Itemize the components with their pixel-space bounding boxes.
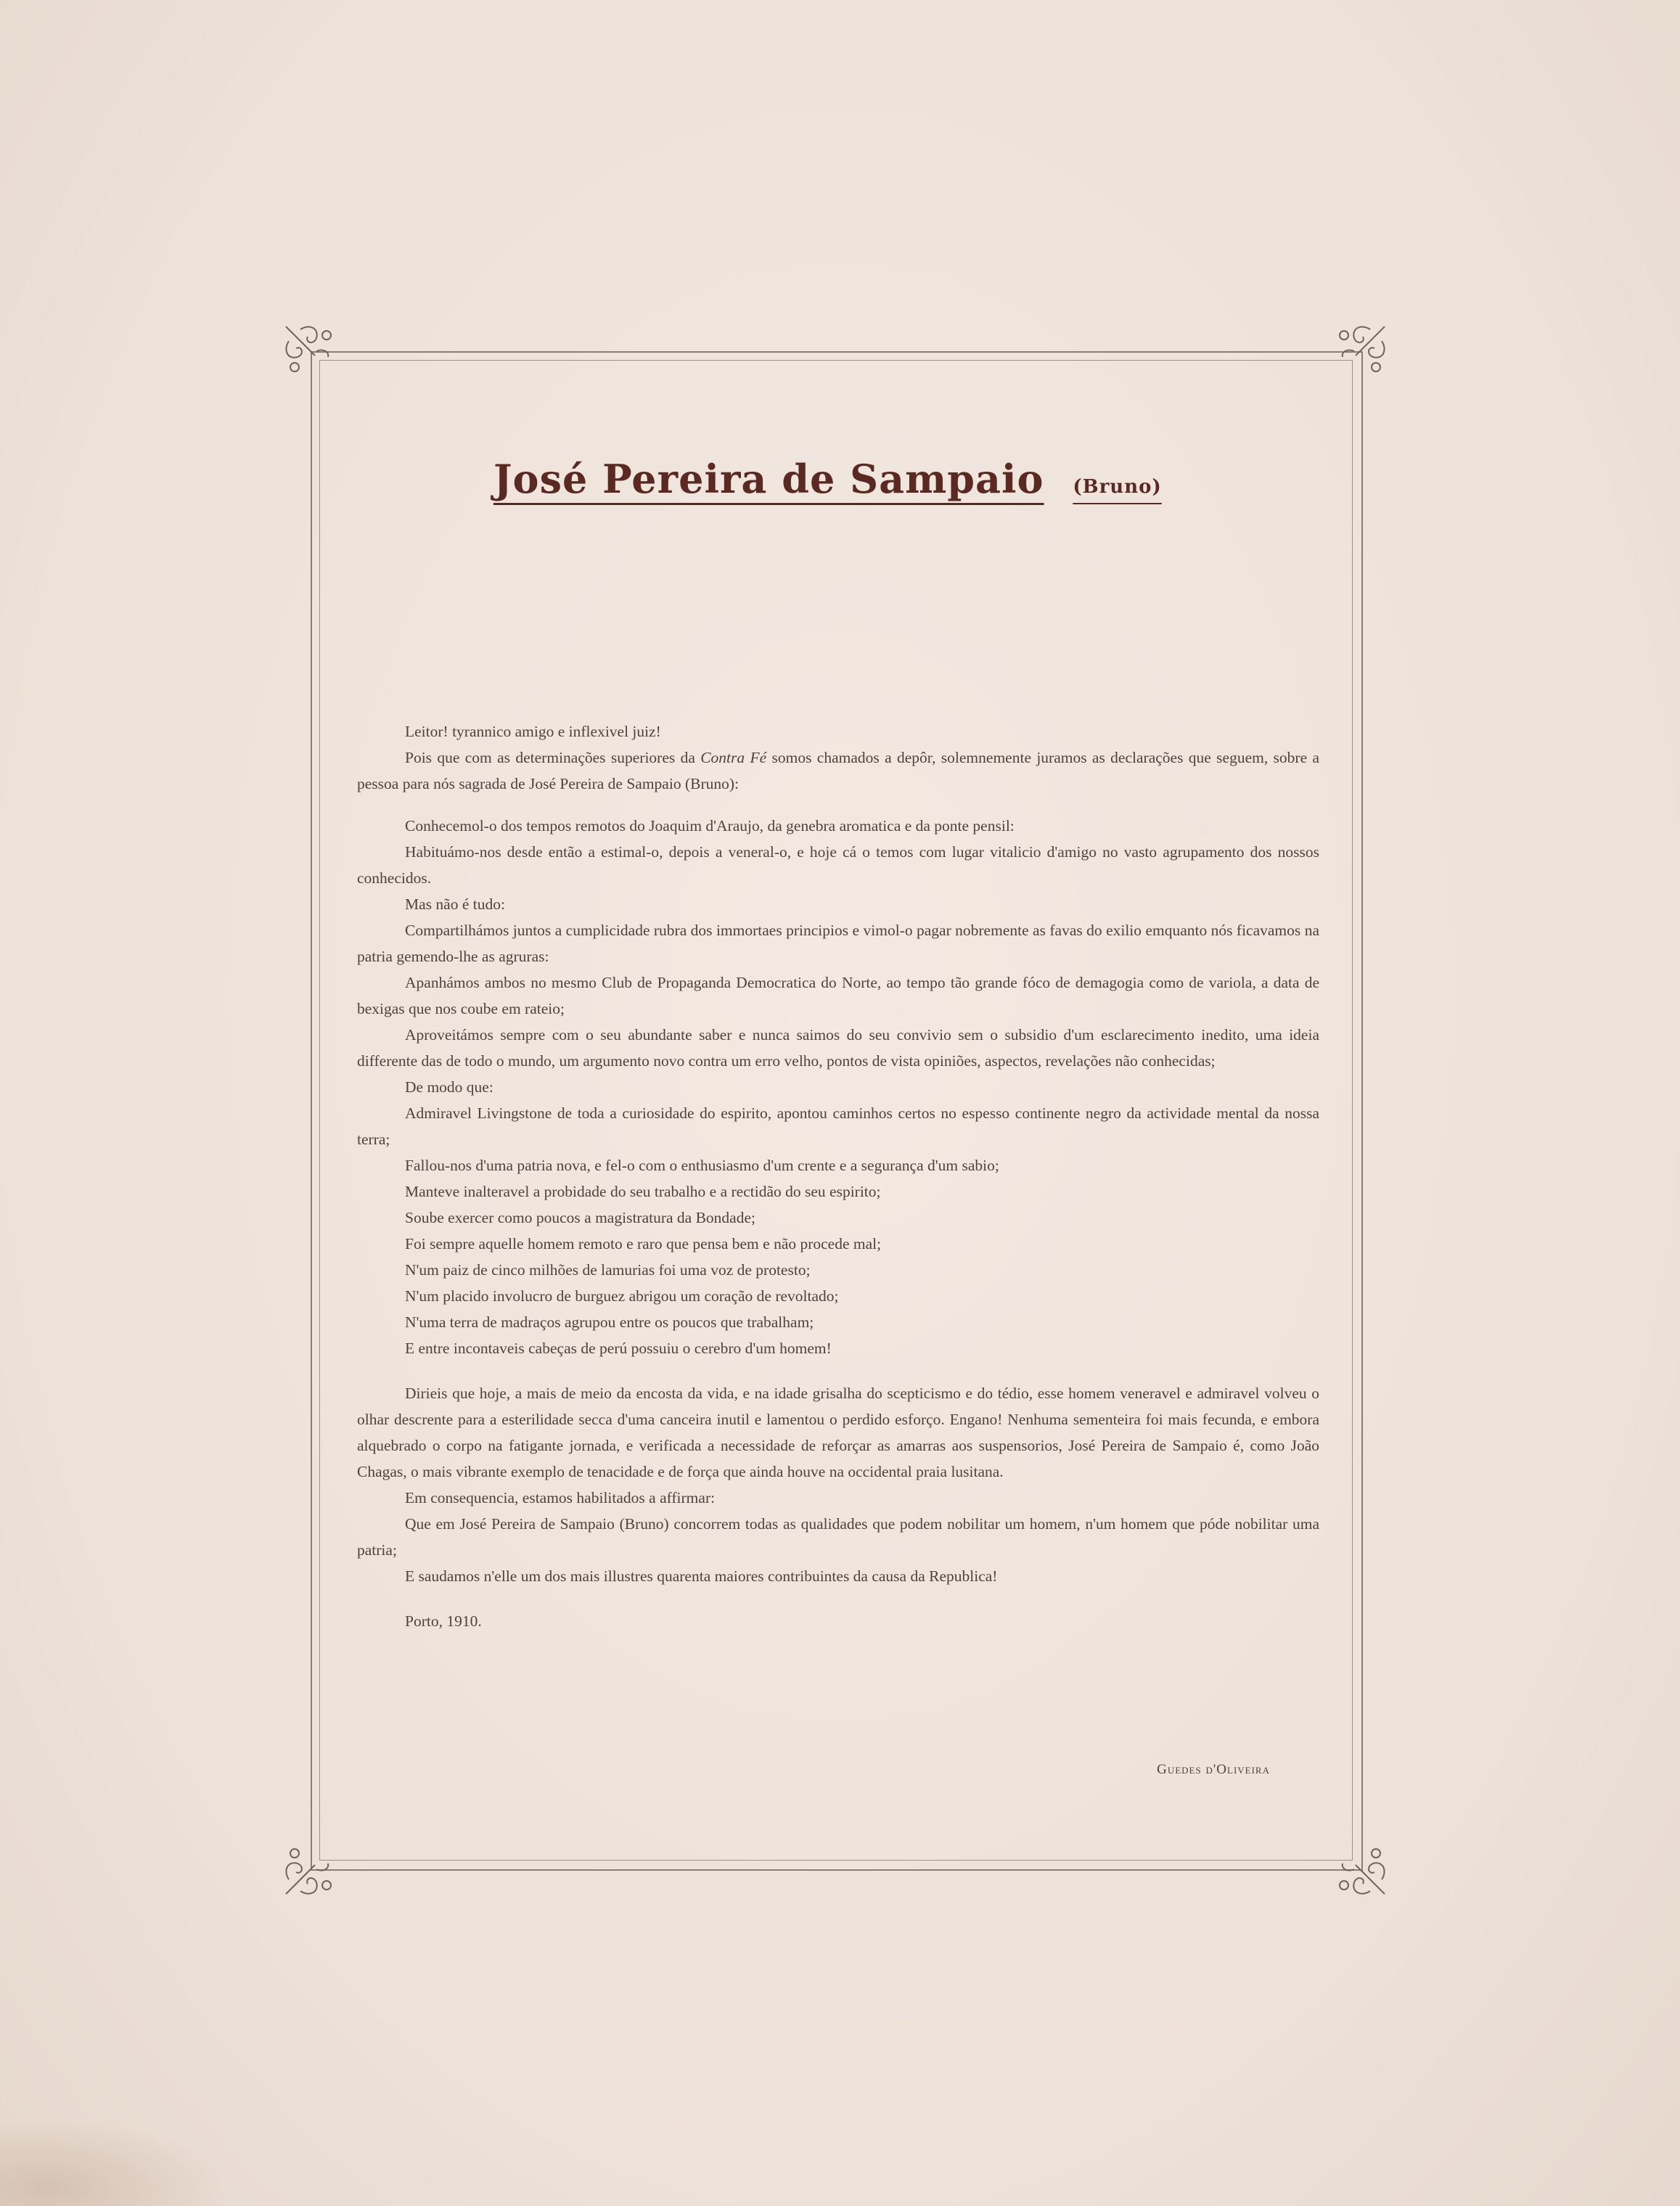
- letter-body: [357, 718, 1319, 1634]
- paragraph: E entre incontaveis cabeças de perú possuiu o cerebro d'um homem!: [405, 1340, 832, 1357]
- paragraph: Habituámo-nos desde então a estimal-o, depois a veneral-o, e hoje cá o temos com lugar vitalicio d'amigo no vasto agrupamento dos nossos conhecidos.: [357, 843, 1319, 887]
- paragraph: Fallou-nos d'uma patria nova, e fel-o com o enthusiasmo d'um crente e a segurança d'um sabio;: [405, 1157, 999, 1174]
- place-date: Porto, 1910.: [405, 1612, 482, 1630]
- paragraph: E saudamos n'elle um dos mais illustres quarenta maiores contribuintes da causa da Republica!: [405, 1567, 998, 1585]
- paragraph: Admiravel Livingstone de toda a curiosidade do espirito, apontou caminhos certos no espesso continente negro da actividade mental da nossa terra;: [357, 1104, 1319, 1148]
- paragraph: [357, 745, 1319, 797]
- author-signature: Guedes d'Oliveira: [1157, 1762, 1270, 1777]
- paragraph: Foi sempre aquelle homem remoto e raro que pensa bem e não procede mal;: [405, 1235, 882, 1252]
- corner-ornament-bottom-right: [1327, 1836, 1392, 1901]
- paragraph-text: somos chamados a depôr, solemnemente juramos as declarações que seguem, sobre a pessoa para nós sagrada de José Pereira de Sampaio (Bruno):: [357, 749, 1319, 792]
- paragraph: De modo que:: [405, 1078, 493, 1096]
- publication-title: Contra Fé: [700, 749, 767, 766]
- paragraph: Aproveitámos sempre com o seu abundante saber e nunca saimos do seu convivio sem o subsidio d'um esclarecimento inedito, uma ideia differente das de todo o mundo, um argumento novo contra um erro velho, pontos de vista opiniões, aspectos, revelações não conhecidas;: [357, 1026, 1319, 1070]
- corner-ornament-top-right: [1327, 319, 1392, 385]
- paragraph: N'uma terra de madraços agrupou entre os poucos que trabalham;: [405, 1313, 814, 1331]
- paragraph-text: Pois que com as determinações superiores da: [405, 749, 701, 766]
- paragraph: N'um placido involucro de burguez abrigou um coração de revoltado;: [405, 1287, 839, 1305]
- paragraph: Dirieis que hoje, a mais de meio da encosta da vida, e na idade grisalha do scepticismo e do tédio, esse homem veneravel e admiravel volveu o olhar descrente para a esterilidade secca d'uma canceira inutil e lamentou o perdido esforço. Engano! Nenhuma sementeira foi mais fecunda, e embora alquebrado o corpo na fatigante jornada, e verificada a necessidade de reforçar as amarras aos suspensorios, José Pereira de Sampaio é, como João Chagas, o mais vibrante exemplo de tenacidade e de força que ainda houve na occidental praia lusitana.: [357, 1385, 1319, 1480]
- paragraph: Em consequencia, estamos habilitados a affirmar:: [405, 1489, 716, 1506]
- paragraph: Compartilhámos juntos a cumplicidade rubra dos immortaes principios e vimol-o pagar nobremente as favas do exilio emquanto nós ficavamos na patria gemendo-lhe as agruras:: [357, 922, 1319, 965]
- paragraph: Apanhámos ambos no mesmo Club de Propaganda Democratica do Norte, ao tempo tão grande fóco de demagogia como de variola, a data de bexigas que nos coube em rateio;: [357, 974, 1319, 1017]
- paragraph: Soube exercer como poucos a magistratura da Bondade;: [405, 1209, 755, 1226]
- title-pseudonym: (Bruno): [1073, 476, 1162, 498]
- title-name: José Pereira de Sampaio: [493, 456, 1044, 502]
- paragraph: Leitor! tyrannico amigo e inflexivel juiz!: [405, 723, 661, 740]
- corner-ornament-bottom-left: [279, 1836, 344, 1901]
- paragraph: Que em José Pereira de Sampaio (Bruno) concorrem todas as qualidades que podem nobilitar um homem, n'um homem que póde nobilitar uma patria;: [357, 1515, 1319, 1559]
- paragraph: Mas não é tudo:: [405, 895, 505, 913]
- paragraph: Manteve inalteravel a probidade do seu trabalho e a rectidão do seu espirito;: [405, 1183, 881, 1200]
- page-title: [493, 456, 1162, 514]
- paragraph: Conhecemol-o dos tempos remotos do Joaquim d'Araujo, da genebra aromatica e da ponte pensil:: [405, 817, 1015, 835]
- corner-ornament-top-left: [279, 319, 344, 385]
- paragraph: N'um paiz de cinco milhões de lamurias foi uma voz de protesto;: [405, 1261, 811, 1279]
- paper-stain: [0, 2119, 232, 2206]
